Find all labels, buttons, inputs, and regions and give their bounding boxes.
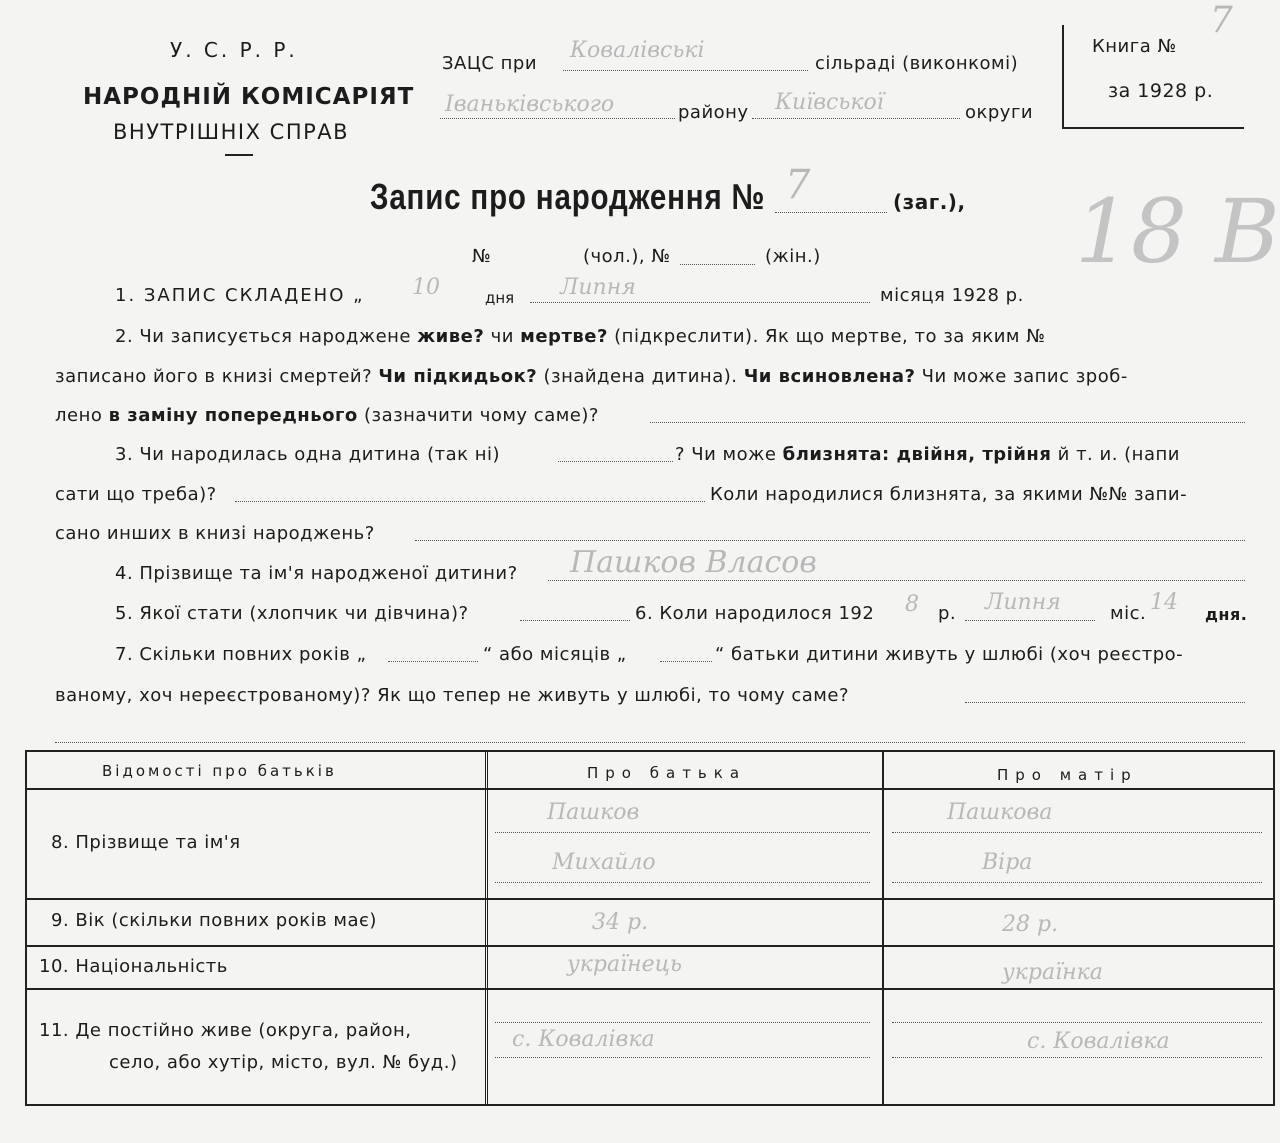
sub-female-label: (жін.) — [765, 246, 821, 267]
big-mark-handwriting: 18 В — [1075, 180, 1280, 283]
row9-mother-handwriting: 28 р. — [1002, 912, 1059, 937]
book-label: Книга № — [1092, 36, 1177, 57]
item7-line3-fill — [55, 742, 1245, 743]
item7-years-line — [388, 661, 478, 662]
item2-foundling: Чи підкидьок? — [378, 366, 538, 387]
item3-line2-a: сати що треба)? — [55, 484, 217, 505]
item7-months-line — [660, 661, 712, 662]
district-label: району — [678, 102, 749, 123]
book-number-handwriting: 7 — [1210, 0, 1233, 41]
item1-day-handwriting: 10 — [412, 275, 440, 300]
record-title-suffix: (заг.), — [893, 190, 966, 214]
item6-month-line — [965, 620, 1095, 621]
item3-line2-fill — [235, 501, 705, 502]
row9-divider — [27, 945, 1273, 947]
row8-father-handwriting-1: Пашков — [547, 800, 640, 825]
row8-mother-line-2 — [892, 882, 1262, 883]
row11-mother-line-1 — [892, 1022, 1262, 1023]
row9-label: 9. Вік (скільки повних років має) — [51, 910, 377, 931]
commissariat-header: НАРОДНІЙ КОМІСАРІЯТ — [83, 84, 415, 110]
zags-village-handwriting: Ковалівські — [570, 38, 705, 63]
item3-twins: близнята: двійня, трійня — [782, 444, 1052, 465]
item2-replacement-text: Чи може запис зроб- — [921, 366, 1128, 387]
row8-mother-line-1 — [892, 832, 1262, 833]
item1-label: 1. ЗАПИС СКЛАДЕНО „ — [115, 285, 365, 306]
item6-month-handwriting: Липня — [985, 590, 1061, 615]
item2-lено: лено — [55, 405, 103, 426]
item3-maybe: ? Чи може — [675, 444, 777, 465]
header-divider — [27, 788, 1273, 790]
header-mother: Про матір — [997, 766, 1138, 784]
item4-label: 4. Прізвище та ім'я народженої дитини? — [115, 563, 518, 584]
item2-line3 — [55, 405, 599, 426]
item5-label: 5. Якої стати (хлопчик чи дівчина)? — [115, 603, 469, 624]
row11-mother-line-2 — [892, 1057, 1262, 1058]
item6-day-handwriting: 14 — [1150, 590, 1178, 615]
row10-father-handwriting: українець — [567, 952, 682, 977]
item2-or: чи — [490, 326, 514, 347]
row10-mother-handwriting: українка — [1002, 960, 1103, 985]
okrug-label: округи — [965, 102, 1034, 123]
item6-day-word: дня. — [1205, 605, 1248, 624]
row9-father-handwriting: 34 р. — [592, 910, 649, 935]
item2-text-a: 2. Чи записується народжене — [115, 326, 412, 347]
okrug-handwriting: Київської — [775, 90, 884, 115]
item3-line2-b: Коли народилися близнята, за якими №№ запи- — [710, 484, 1188, 505]
ministry-header: ВНУТРІШНІХ СПРАВ — [113, 120, 350, 144]
item4-name-handwriting: Пашков Власов — [570, 545, 817, 580]
row8-father-line-1 — [495, 832, 870, 833]
parents-table — [25, 750, 1275, 1106]
record-number-line — [775, 212, 887, 213]
republic-header: У. С. Р. Р. — [170, 38, 298, 62]
row11-father-handwriting: с. Ковалівка — [512, 1027, 655, 1052]
header-father: Про батька — [587, 764, 747, 782]
item2-dead: мертве? — [520, 326, 608, 347]
row11-father-line-1 — [495, 1022, 870, 1023]
item2-line2 — [55, 366, 1128, 387]
item7-line1-c: “ батьки дитини живуть у шлюбі (хоч реєстро- — [715, 644, 1184, 665]
item2-foundling-note: (знайдена дитина). — [543, 366, 738, 387]
item6-year-handwriting: 8 — [905, 592, 919, 617]
district-line — [440, 118, 675, 119]
item7-line2-fill — [965, 702, 1245, 703]
row8-divider — [27, 898, 1273, 900]
item3-line1-a: 3. Чи народилась одна дитина (так ні) — [115, 444, 501, 465]
item1-month-line — [530, 302, 870, 303]
col-divider-1 — [485, 752, 491, 1104]
row8-label: 8. Прізвище та ім'я — [51, 832, 241, 853]
village-council-label: сільраді (виконкомі) — [815, 53, 1019, 74]
item7-line1-a: 7. Скільки повних років „ — [115, 644, 367, 665]
item3-line3-fill — [415, 540, 1245, 541]
record-title: Запис про народження № — [370, 176, 766, 217]
sub-male-label: (чол.), № — [583, 246, 671, 267]
sub-number-label: № — [472, 246, 492, 267]
row11-father-line-2 — [495, 1057, 870, 1058]
row8-father-line-2 — [495, 882, 870, 883]
item1-end: місяця 1928 р. — [880, 285, 1024, 306]
row8-mother-handwriting-2: Віра — [982, 850, 1033, 875]
col-divider-2 — [882, 752, 884, 1104]
zags-prefix: ЗАЦС при — [442, 53, 538, 74]
zags-village-line — [563, 70, 808, 71]
item6-label: 6. Коли народилося 192 — [635, 603, 875, 624]
item3-single-line — [558, 461, 673, 462]
item2-why: (зазначити чому саме)? — [363, 405, 599, 426]
item2-alive: живе? — [417, 326, 485, 347]
item2-replace: в заміну попереднього — [108, 405, 358, 426]
sub-female-line — [680, 264, 755, 265]
item5-line — [520, 620, 630, 621]
item4-name-line — [548, 580, 1245, 581]
header-rule — [225, 154, 253, 156]
header-parents-info: Відомості про батьків — [102, 762, 337, 780]
item3-line1-b — [675, 444, 1180, 465]
row11-label-2: село, або хутір, місто, вул. № буд.) — [109, 1052, 458, 1073]
row10-divider — [27, 988, 1273, 990]
item2-adopted: Чи всиновлена? — [743, 366, 916, 387]
row10-label: 10. Національність — [39, 956, 228, 977]
item6-r: р. — [938, 603, 957, 624]
item3-line3: сано инших в книзі народжень? — [55, 523, 375, 544]
item1-month-handwriting: Липня — [560, 275, 636, 300]
row11-mother-handwriting: с. Ковалівка — [1027, 1029, 1170, 1054]
book-year: за 1928 р. — [1108, 80, 1214, 102]
item7-line2: ваному, хоч нереєстрованому)? Як що тепер не живуть у шлюбі, то чому саме? — [55, 685, 850, 706]
item2-line3-fill — [650, 422, 1245, 423]
item6-mis: міс. — [1110, 603, 1147, 624]
item2-line1 — [115, 326, 1045, 347]
record-number-handwriting: 7 — [785, 162, 811, 208]
okrug-line — [752, 118, 960, 119]
item2-text-b: (підкреслити). Як що мертве, то за яким № — [614, 326, 1046, 347]
item7-line1-b: “ або місяців „ — [483, 644, 627, 665]
item2-deaths-text: записано його в книзі смертей? — [55, 366, 373, 387]
row8-father-handwriting-2: Михайло — [552, 850, 656, 875]
row8-mother-handwriting-1: Пашкова — [947, 800, 1053, 825]
item1-day-word: дня — [485, 289, 515, 307]
district-handwriting: Іваньківського — [445, 92, 615, 117]
item3-etc: й т. и. (напи — [1057, 444, 1180, 465]
row11-label-1: 11. Де постійно живе (округа, район, — [39, 1020, 412, 1041]
